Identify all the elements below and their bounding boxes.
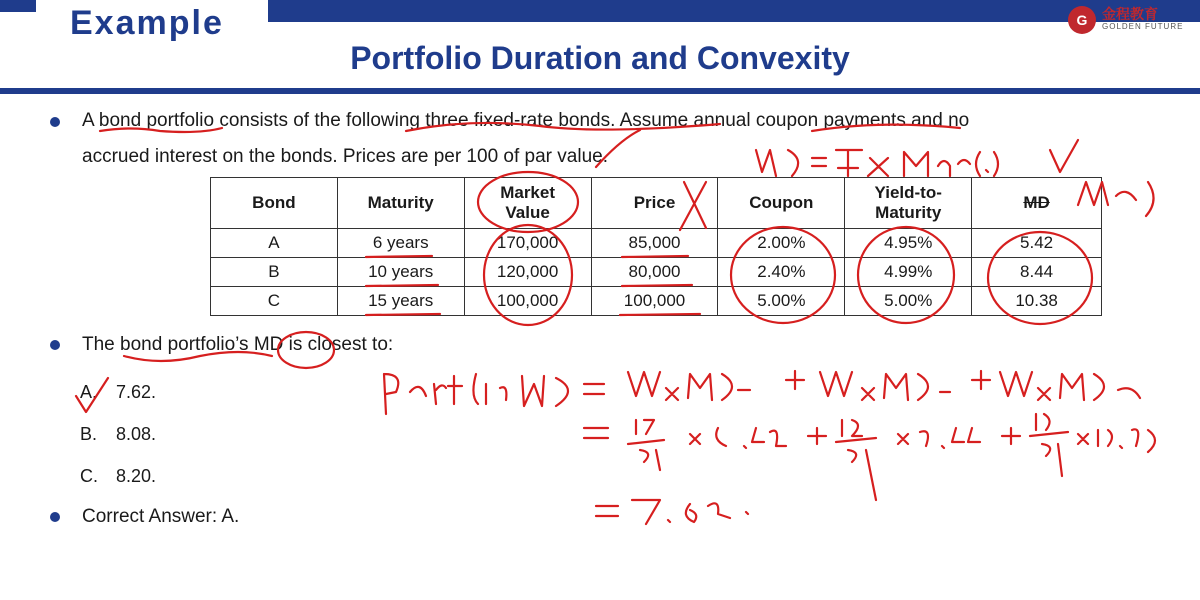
table-cell: 120,000 [464,258,591,287]
ink-oval [731,227,835,323]
table-cell: B [211,258,338,287]
ink-check-small [1050,140,1078,172]
ink-result [596,500,748,524]
ink-circle [478,172,578,232]
table-header-cell: Yield-to-Maturity [845,178,972,229]
option-value: 7.62. [116,382,157,402]
table-cell: A [211,229,338,258]
table-cell: 2.00% [718,229,845,258]
ink-mac-note [1078,182,1154,216]
table-cell: 2.40% [718,258,845,287]
table-header-cell: Maturity [337,178,464,229]
logo-en-text: GOLDEN FUTURE [1102,22,1184,31]
ink-underline [620,256,700,315]
ink-x-mark [680,182,706,230]
ink-oval [988,232,1092,324]
table-cell: 5.42 [972,229,1102,258]
table-cell: 6 years [337,229,464,258]
example-label: Example [70,4,224,42]
ink-oval [484,225,572,325]
table-cell: 5.00% [845,287,972,316]
ink-underline [812,125,960,131]
table-cell: 85,000 [591,229,718,258]
ink-circle [278,332,334,368]
question-prompt: The bond portfolio’s MD is closest to: [82,334,394,355]
table-cell: 10.38 [972,287,1102,316]
table-header-cell: Market Value [464,178,591,229]
option-value: 8.20. [116,466,157,486]
ink-underline [124,352,272,361]
table-header-cell: MD [972,178,1102,229]
table-cell: 80,000 [591,258,718,287]
table-cell: 4.99% [845,258,972,287]
question-line-2: accrued interest on the bonds. Prices are per 100 of par value. [82,146,608,167]
correct-answer: Correct Answer: A. [82,506,240,527]
question-line-1: A bond portfolio consists of the following three fixed-rate bonds. Assume annual coupon payments and no [82,110,970,131]
ink-underline [366,256,440,315]
ink-underline [100,128,222,132]
ink-oval [858,227,954,323]
table-cell: 100,000 [591,287,718,316]
option-letter: B. [80,424,98,444]
ink-portfolio-formula [628,371,1140,400]
ink-check [76,378,108,412]
option-letter: C. [80,466,98,486]
table-header-cell: Coupon [718,178,845,229]
ink-underline [406,123,720,131]
ink-md-formula [756,150,998,176]
table-cell: 10 years [337,258,464,287]
table-cell: 8.44 [972,258,1102,287]
ink-underline [596,130,640,167]
logo-cn-text: 金程教育 [1102,6,1158,22]
table-header-cell: Price [591,178,718,229]
option-value: 8.08. [116,424,157,444]
table-cell: 4.95% [845,229,972,258]
slide-title: Portfolio Duration and Convexity [350,40,850,76]
option-letter: A. [80,382,98,402]
table-cell: 100,000 [464,287,591,316]
ink-portfolio-formula [384,374,604,414]
table-cell: 5.00% [718,287,845,316]
table-cell: 170,000 [464,229,591,258]
table-cell: 15 years [337,287,464,316]
logo-mark-icon: G [1068,6,1096,34]
ink-substitution [584,414,1155,500]
table-header-cell: Bond [211,178,338,229]
table-cell: C [211,287,338,316]
